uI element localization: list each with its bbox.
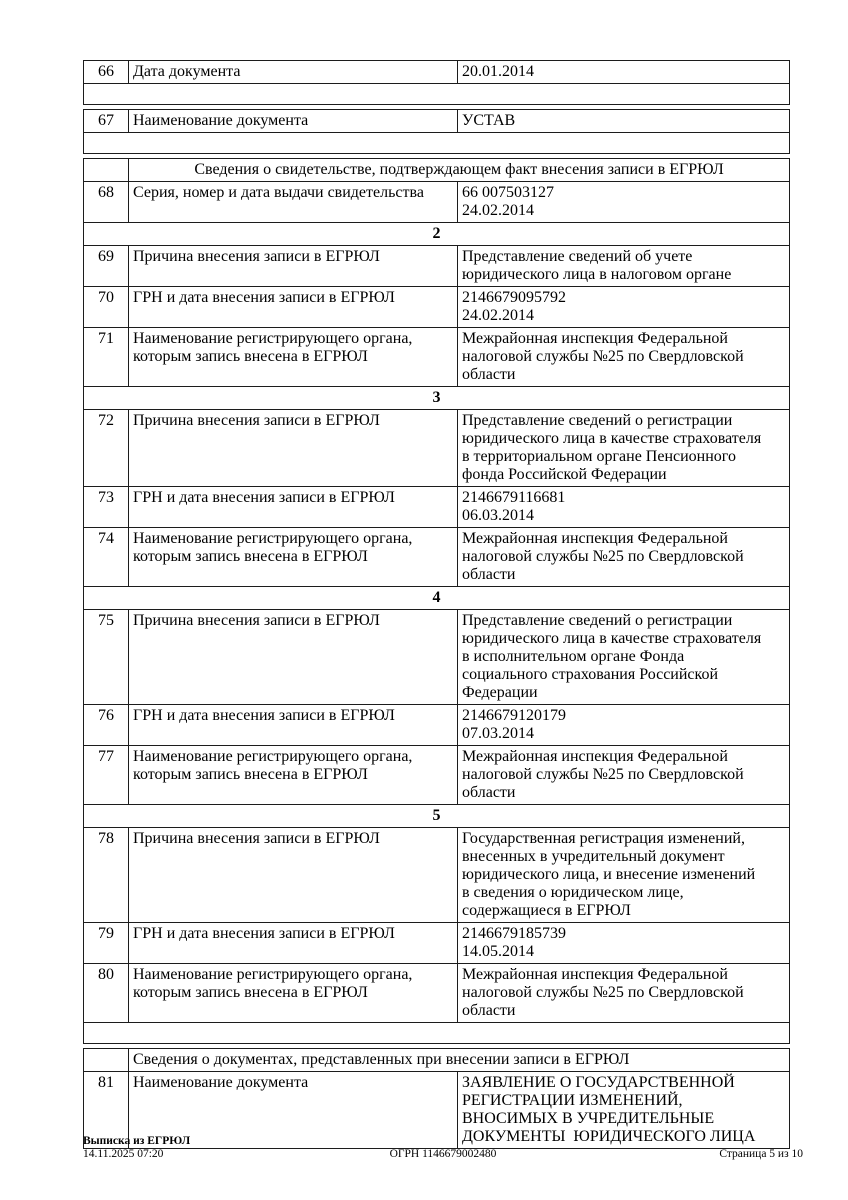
attribute-name-cell [129,328,458,386]
attribute-value-line: УСТАВ [462,112,516,129]
attribute-name-cell [129,487,458,527]
footer-page-indicator: Страница 5 из 10 [719,1148,803,1160]
egrul-extract-table [83,60,790,1153]
attribute-value-cell [458,610,789,704]
row-number-cell: 67 [84,110,129,132]
table-block [83,60,790,105]
attribute-name-cell [129,182,458,222]
attribute-value-line: 2146679120179 [462,707,566,724]
attribute-value-cell [458,1072,789,1148]
table-row [83,109,790,133]
footer-timestamp: 14.11.2025 07:20 [83,1147,164,1160]
attribute-value-line: 06.03.2014 [462,507,534,524]
attribute-value-line: Межрайонная инспекция Федеральной [462,748,728,765]
attribute-value-cell [458,964,789,1022]
table-row [83,246,790,287]
attribute-value-line: Межрайонная инспекция Федеральной [462,530,728,547]
spacer-row [83,133,790,154]
attribute-value-line: социального страхования Российской [462,666,719,683]
attribute-value-cell [458,246,789,286]
row-number-cell: 72 [84,410,129,486]
attribute-value-line: Федерации [462,684,538,701]
attribute-value-line: в сведения о юридическом лице, [462,884,684,901]
row-number-cell: 80 [84,964,129,1022]
attribute-value-cell [458,328,789,386]
table-block [83,158,790,1044]
attribute-name-line: Наименование регистрирующего органа, [133,966,413,983]
row-number-cell: 66 [84,61,129,83]
attribute-name-line: которым запись внесена в ЕГРЮЛ [133,548,368,565]
attribute-value-line: ЗАЯВЛЕНИЕ О ГОСУДАРСТВЕННОЙ [462,1074,735,1091]
table-row [83,328,790,387]
row-number-cell: 70 [84,287,129,327]
table-row [83,705,790,746]
table-block [83,109,790,154]
attribute-value-cell [458,487,789,527]
attribute-name-line: Серия, номер и дата выдачи свидетельства [133,184,424,201]
attribute-value-cell [458,287,789,327]
attribute-name-line: ГРН и дата внесения записи в ЕГРЮЛ [133,707,395,724]
row-number-cell: 81 [84,1072,129,1148]
attribute-name-cell [129,964,458,1022]
attribute-value-line: 14.05.2014 [462,943,534,960]
row-number-cell [84,1049,129,1071]
spacer-row [83,1023,790,1044]
row-number-cell [84,159,129,181]
attribute-value-cell [458,746,789,804]
attribute-value-line: ДОКУМЕНТЫ ЮРИДИЧЕСКОГО ЛИЦА [462,1128,756,1145]
attribute-value-line: Государственная регистрация изменений, [462,830,745,847]
attribute-name-cell [129,287,458,327]
attribute-name-cell [129,746,458,804]
attribute-value-line: области [462,566,516,583]
row-number-cell: 74 [84,528,129,586]
table-row [83,528,790,587]
attribute-value-line: 66 007503127 [462,184,554,201]
attribute-name-line: Причина внесения записи в ЕГРЮЛ [133,830,380,847]
attribute-value-line: налоговой службы №25 по Свердловской [462,548,744,565]
attribute-name-cell [129,705,458,745]
section-number-row: 3 [83,387,790,410]
attribute-value-line: юридического лица в налоговом органе [462,266,732,283]
attribute-value-cell [458,828,789,922]
attribute-name-cell [129,610,458,704]
attribute-value-line: области [462,784,516,801]
attribute-name-cell [129,828,458,922]
attribute-value-cell [458,182,789,222]
row-number-cell: 69 [84,246,129,286]
attribute-name-line: ГРН и дата внесения записи в ЕГРЮЛ [133,289,395,306]
table-row [83,60,790,84]
attribute-value-line: 20.01.2014 [462,63,534,80]
attribute-name-line: которым запись внесена в ЕГРЮЛ [133,348,368,365]
table-row [83,964,790,1023]
table-block [83,1048,790,1149]
table-row [83,410,790,487]
row-number-cell: 79 [84,923,129,963]
attribute-value-line: области [462,1002,516,1019]
attribute-value-line: Представление сведений о регистрации [462,412,733,429]
table-row [83,923,790,964]
attribute-value-line: налоговой службы №25 по Свердловской [462,984,744,1001]
attribute-value-line: внесенных в учредительный документ [462,848,725,865]
attribute-value-line: юридического лица в качестве страхователя [462,430,762,447]
footer-ogrn: ОГРН 1146679002480 [389,1148,497,1160]
row-number-cell: 68 [84,182,129,222]
row-number-cell: 77 [84,746,129,804]
attribute-value-cell [458,61,789,83]
attribute-value-line: налоговой службы №25 по Свердловской [462,348,744,365]
attribute-name-line: которым запись внесена в ЕГРЮЛ [133,766,368,783]
attribute-value-cell [458,528,789,586]
group-header-cell: Сведения о документах, представленных при внесении записи в ЕГРЮЛ [133,1051,630,1068]
table-row [83,487,790,528]
section-number-row: 2 [83,223,790,246]
table-row [83,182,790,223]
attribute-value-cell [458,110,789,132]
section-number-row: 4 [83,587,790,610]
attribute-value-line: 2146679185739 [462,925,566,942]
spacer-row [83,84,790,105]
attribute-value-line: 24.02.2014 [462,202,534,219]
row-number-cell: 76 [84,705,129,745]
attribute-name-line: Причина внесения записи в ЕГРЮЛ [133,412,380,429]
attribute-name-cell [129,61,458,83]
group-header-cell: Сведения о свидетельстве, подтверждающем факт внесения записи в ЕГРЮЛ [194,161,724,178]
attribute-value-cell [458,705,789,745]
attribute-name-line: Причина внесения записи в ЕГРЮЛ [133,248,380,265]
footer-doc-type: Выписка из ЕГРЮЛ [83,1135,191,1147]
table-row [83,610,790,705]
attribute-name-line: которым запись внесена в ЕГРЮЛ [133,984,368,1001]
attribute-value-line: налоговой службы №25 по Свердловской [462,766,744,783]
attribute-name-cell [129,528,458,586]
table-row [83,287,790,328]
attribute-value-line: содержащиеся в ЕГРЮЛ [462,902,631,919]
attribute-name-line: Наименование регистрирующего органа, [133,330,413,347]
attribute-value-line: Представление сведений о регистрации [462,612,733,629]
attribute-value-line: области [462,366,516,383]
attribute-name-line: ГРН и дата внесения записи в ЕГРЮЛ [133,925,395,942]
attribute-value-line: 2146679116681 [462,489,566,506]
attribute-value-line: в территориальном органе Пенсионного [462,448,736,465]
attribute-value-cell [458,923,789,963]
attribute-value-line: юридического лица в качестве страхователя [462,630,762,647]
section-number-row: 5 [83,805,790,828]
attribute-value-line: Межрайонная инспекция Федеральной [462,966,728,983]
row-number-cell: 75 [84,610,129,704]
attribute-name-line: ГРН и дата внесения записи в ЕГРЮЛ [133,489,395,506]
attribute-name-cell [129,110,458,132]
row-number-cell: 71 [84,328,129,386]
group-header-row [83,1048,790,1072]
attribute-name-line: Причина внесения записи в ЕГРЮЛ [133,612,380,629]
attribute-name-cell [129,923,458,963]
attribute-value-line: фонда Российской Федерации [462,466,667,483]
attribute-name-line: Дата документа [133,63,241,80]
attribute-value-line: 24.02.2014 [462,307,534,324]
attribute-value-cell [458,410,789,486]
group-header-row [83,158,790,182]
row-number-cell: 78 [84,828,129,922]
attribute-value-line: Межрайонная инспекция Федеральной [462,330,728,347]
attribute-value-line: 2146679095792 [462,289,566,306]
attribute-name-line: Наименование документа [133,1074,309,1091]
attribute-value-line: ВНОСИМЫХ В УЧРЕДИТЕЛЬНЫЕ [462,1110,715,1127]
row-number-cell: 73 [84,487,129,527]
attribute-value-line: 07.03.2014 [462,725,534,742]
attribute-name-cell [129,410,458,486]
table-row [83,828,790,923]
attribute-name-line: Наименование регистрирующего органа, [133,748,413,765]
attribute-name-line: Наименование регистрирующего органа, [133,530,413,547]
attribute-value-line: РЕГИСТРАЦИИ ИЗМЕНЕНИЙ, [462,1092,683,1109]
attribute-value-line: в исполнительном органе Фонда [462,648,685,665]
attribute-value-line: юридического лица, и внесение изменений [462,866,756,883]
attribute-name-cell [129,246,458,286]
attribute-name-line: Наименование документа [133,112,309,129]
table-row [83,746,790,805]
attribute-value-line: Представление сведений об учете [462,248,693,265]
